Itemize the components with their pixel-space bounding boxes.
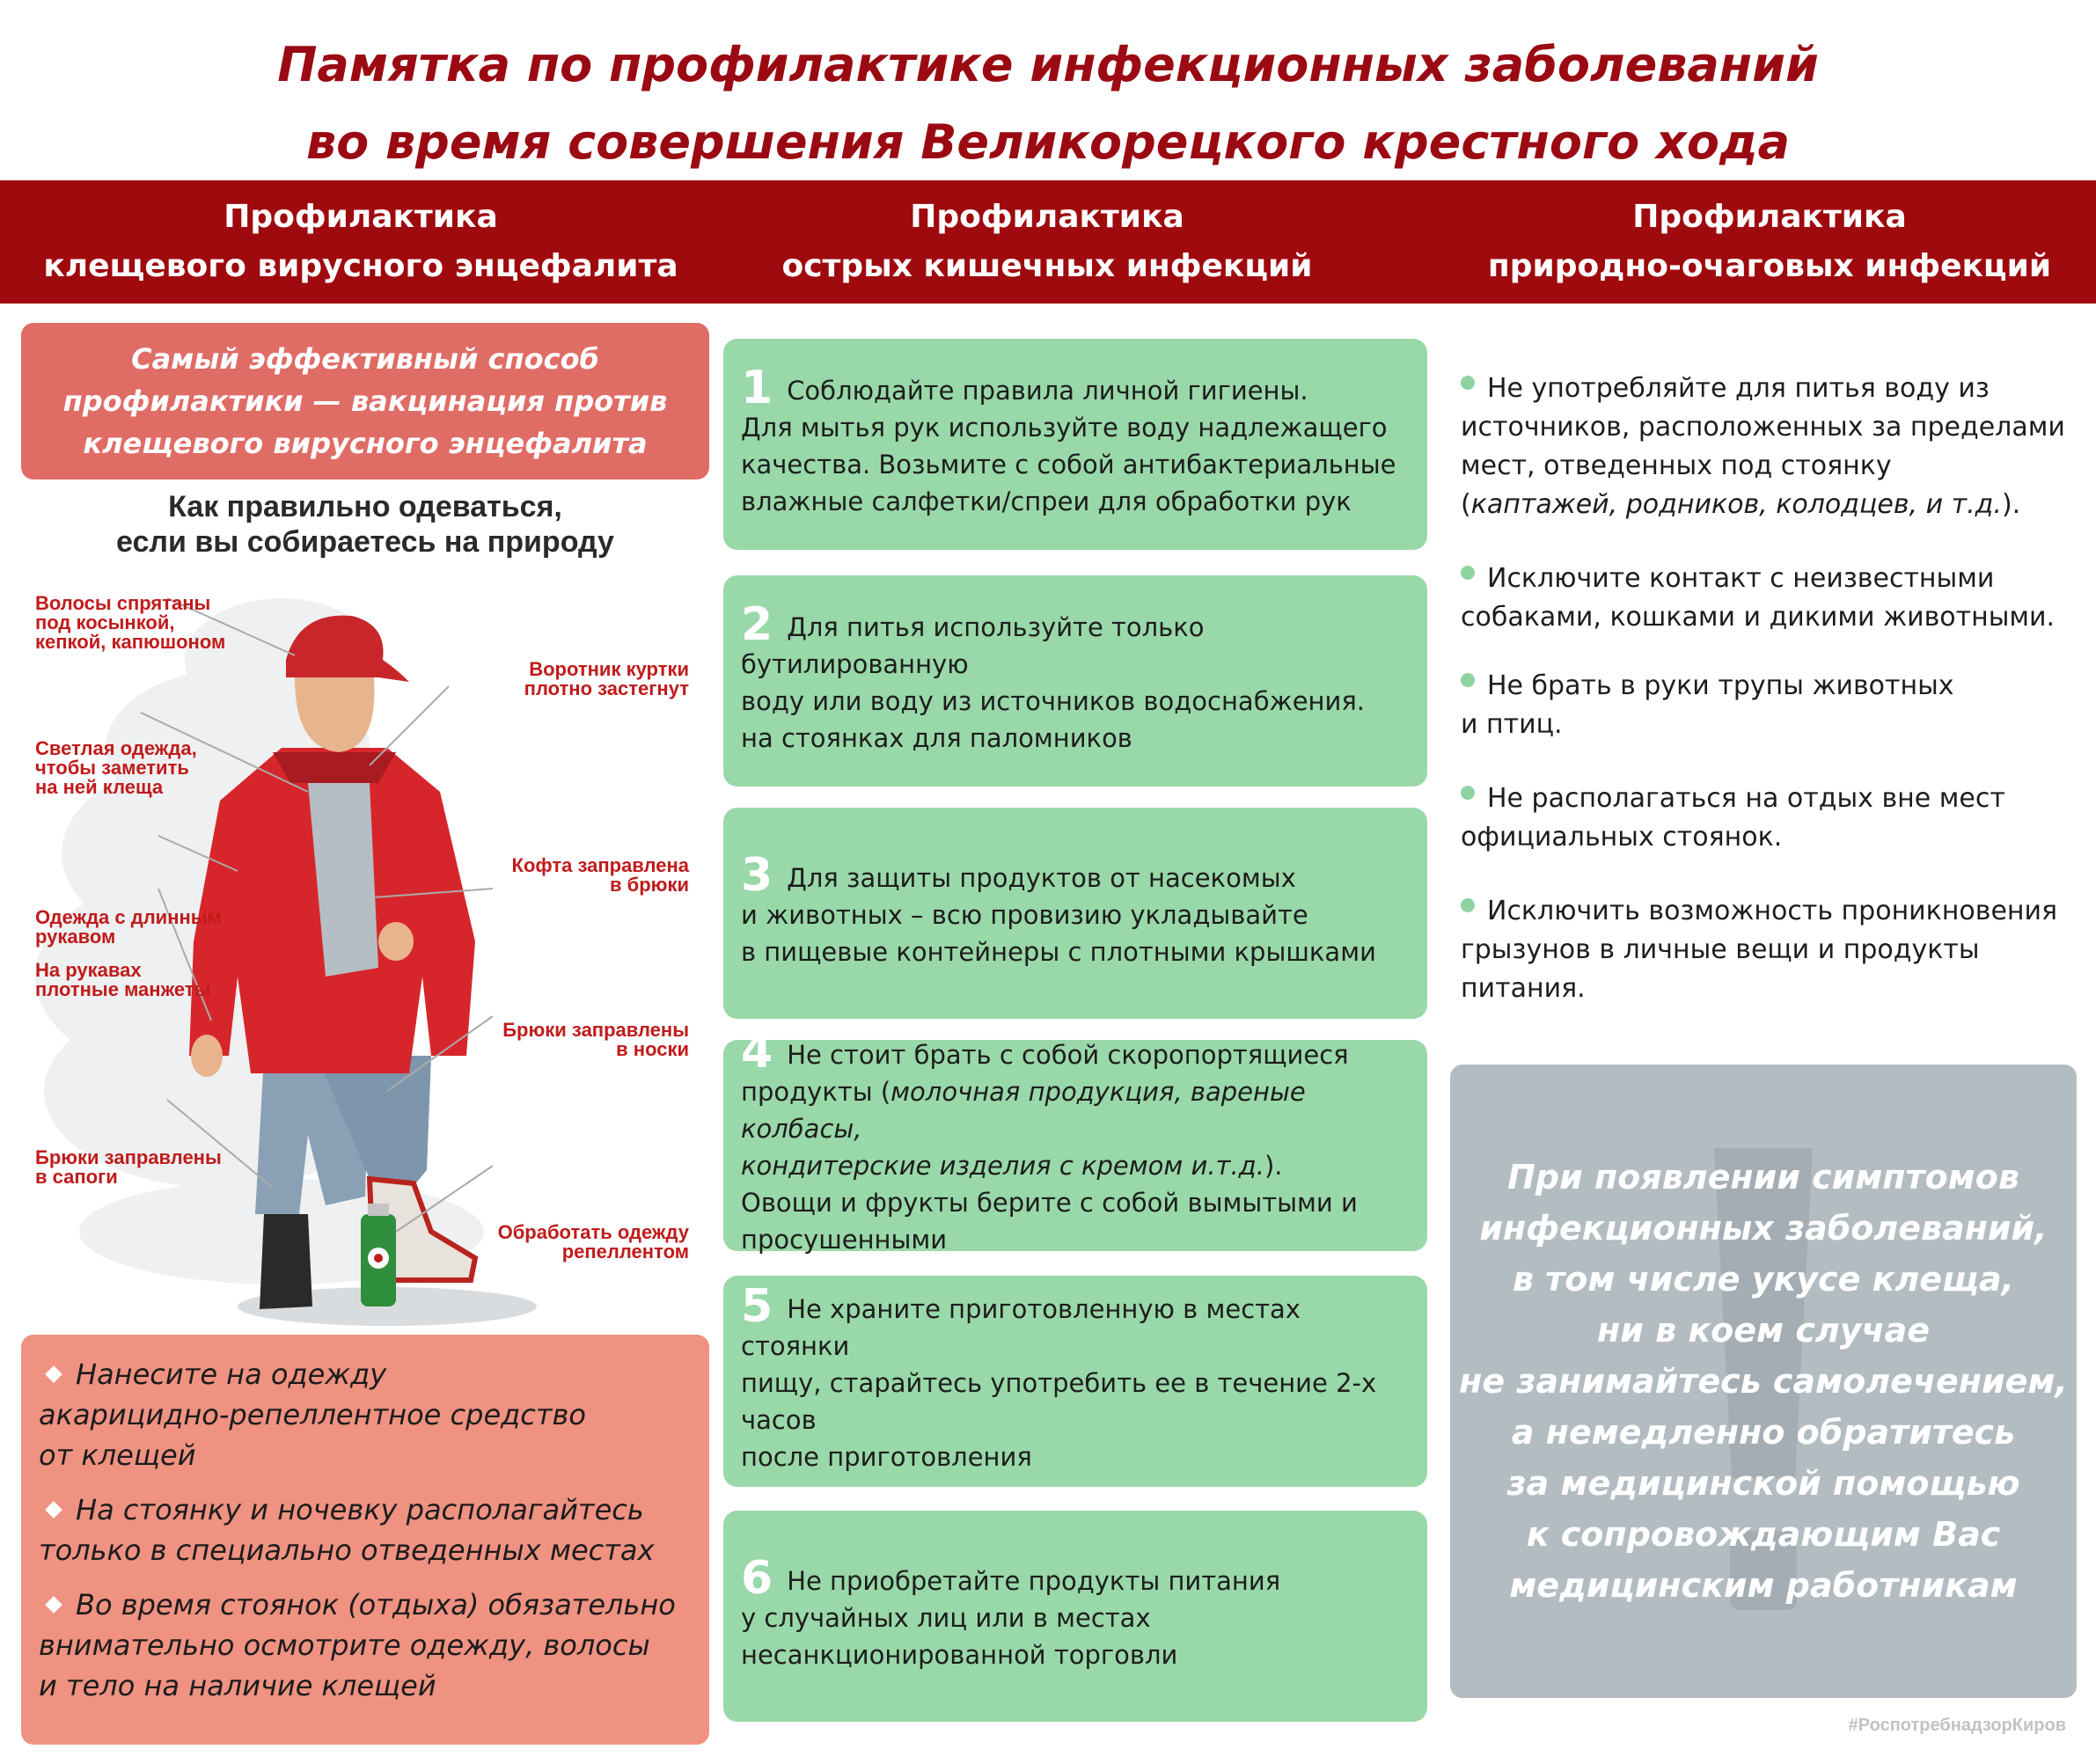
card-number: 5: [741, 1279, 773, 1333]
card-line: ).: [1264, 1150, 1283, 1181]
natural-focal-list: [1461, 370, 2077, 1008]
card-number: 3: [741, 848, 773, 902]
intestinal-card-6: [723, 1511, 1427, 1722]
natural-line: Не употребляйте для питья воду из: [1487, 373, 1990, 404]
label-line: Воротник куртки: [529, 658, 689, 680]
card-line: несанкционированной торговли: [741, 1639, 1178, 1670]
natural-line: ).: [2001, 489, 2021, 520]
label-collar: [475, 660, 689, 699]
card-line: Овощи и фрукты берите с собой вымытыми и: [741, 1187, 1358, 1218]
intestinal-card-4: [723, 1025, 1427, 1255]
column-header-line: природно-очаговых инфекций: [1487, 248, 2052, 284]
green-dot-icon: [1461, 786, 1475, 800]
card-line: продукты (: [741, 1076, 891, 1107]
card-line: у случайных лиц или в местах: [741, 1602, 1151, 1633]
card-line: влажные салфетки/спреи для обработки рук: [741, 486, 1352, 516]
label-line: На рукавах: [35, 959, 142, 981]
label-boots: [35, 1148, 222, 1187]
tip-item: [39, 1490, 692, 1570]
vaccination-line: Самый эффективный способ: [131, 342, 599, 376]
label-line: под косынкой,: [35, 611, 175, 633]
tip-line: На стоянку и ночевку располагайтесь: [76, 1493, 644, 1526]
tip-line: внимательно осмотрите одежду, волосы: [39, 1629, 650, 1662]
warning-line: к сопровождающим Вас: [1526, 1515, 2001, 1554]
column-header-line: Профилактика: [910, 199, 1184, 235]
warning-line: медицинским работникам: [1509, 1566, 2018, 1605]
natural-line: мест, отведенных под стоянку: [1461, 450, 1892, 481]
label-line: чтобы заметить: [35, 757, 189, 779]
label-line: репеллентом: [561, 1241, 689, 1263]
diamond-bullet-icon: [45, 1501, 62, 1519]
tip-line: от клещей: [39, 1438, 196, 1472]
natural-line: (: [1461, 489, 1471, 520]
label-line: Обработать одежду: [497, 1221, 689, 1243]
label-line: Светлая одежда,: [35, 737, 197, 759]
title-line-1: Памятка по профилактике инфекционных заболеваний: [277, 37, 1819, 92]
tip-line: только в специально отведенных местах: [39, 1533, 655, 1567]
column-header-intestinal: [713, 180, 1381, 304]
label-hair: [35, 594, 225, 652]
card-number: 2: [741, 597, 773, 651]
dress-title-line: Как правильно одеваться,: [168, 490, 562, 523]
intestinal-card-3: [723, 808, 1427, 1019]
card-number: 1: [741, 361, 773, 414]
label-sweater: [475, 856, 689, 895]
label-line: на ней клеща: [35, 776, 164, 798]
card-number: 6: [741, 1551, 773, 1605]
tip-item: [39, 1585, 692, 1706]
natural-line: Не брать в руки трупы животных: [1487, 670, 1954, 701]
label-line: Брюки заправлены: [502, 1019, 689, 1041]
card-line: воду или воду из источников водоснабжения.: [741, 685, 1366, 716]
tip-line: Нанесите на одежду: [76, 1358, 387, 1391]
natural-line: грызунов в личные вещи и продукты питания.: [1461, 934, 1980, 1004]
natural-item: [1461, 560, 2077, 637]
warning-line: ни в коем случае: [1597, 1311, 1930, 1350]
card-line: Соблюдайте правила личной гигиены.: [787, 375, 1308, 406]
green-dot-icon: [1461, 898, 1475, 912]
green-dot-icon: [1461, 566, 1475, 580]
warning-line: в том числе укусе клеща,: [1512, 1260, 2015, 1299]
warning-line: не занимайтесь самолечением,: [1459, 1362, 2068, 1401]
boot-icon: [260, 1214, 312, 1309]
warning-line: При появлении симптомов: [1507, 1158, 2019, 1197]
column-header-line: клещевого вирусного энцефалита: [43, 248, 678, 284]
label-cuffs: [35, 961, 210, 999]
dress-title-line: если вы собираетесь на природу: [116, 525, 614, 559]
card-line: Не стоит брать с собой скоропортящиеся: [787, 1039, 1349, 1070]
natural-line: и птиц.: [1461, 709, 1563, 740]
column-header-line: Профилактика: [224, 199, 498, 235]
card-number: 4: [741, 1025, 773, 1079]
column-header-line: острых кишечных инфекций: [781, 248, 1313, 284]
intestinal-card-1: [723, 339, 1427, 550]
label-line: плотно застегнут: [524, 677, 689, 699]
card-line: Не приобретайте продукты питания: [787, 1565, 1281, 1596]
column-header-line: Профилактика: [1632, 199, 1907, 235]
warning-box: [1450, 1065, 2077, 1698]
tip-line: акарицидно-репеллентное средство: [39, 1398, 586, 1431]
label-line: кепкой, капюшоном: [35, 631, 226, 653]
warning-line: инфекционных заболеваний,: [1479, 1209, 2048, 1248]
label-line: плотные манжеты: [35, 978, 211, 1000]
intestinal-card-2: [723, 575, 1427, 787]
label-line: Брюки заправлены: [35, 1146, 222, 1168]
card-line: Для мытья рук используйте воду надлежащего: [741, 412, 1388, 443]
label-line: Одежда с длинным: [35, 906, 222, 928]
label-socks: [475, 1021, 689, 1059]
hashtag: #РоспотребнадзорКиров: [1848, 1716, 2066, 1735]
card-line: Для питья используйте только бутилированную: [741, 611, 1205, 679]
card-line: и животных – всю провизию укладывайте: [741, 899, 1308, 930]
label-line: Волосы спрятаны: [35, 592, 211, 614]
tip-item: [39, 1354, 692, 1475]
label-line: рукавом: [35, 926, 116, 948]
natural-line: Не располагаться на отдых вне мест: [1487, 783, 2005, 814]
warning-line: за медицинской помощью: [1506, 1464, 2020, 1503]
natural-item: [1461, 370, 2077, 524]
label-line: в сапоги: [35, 1166, 118, 1188]
tip-line: Во время стоянок (отдыха) обязательно: [76, 1588, 676, 1621]
card-line: пищу, старайтесь употребить ее в течение 2-х часов: [741, 1367, 1377, 1435]
card-line-italic: молочная продукция, вареные колбасы,: [741, 1076, 1306, 1144]
natural-line: собаками, кошками и дикими животными.: [1461, 602, 2056, 633]
natural-line: официальных стоянок.: [1461, 822, 1783, 853]
diamond-bullet-icon: [45, 1596, 62, 1614]
natural-item: [1461, 780, 2077, 857]
warning-text: [1450, 1065, 2077, 1698]
page-title: [0, 26, 2096, 181]
dress-guide-title: [21, 489, 709, 560]
label-long-sleeves: [35, 908, 222, 947]
label-line: Кофта заправлена: [511, 854, 689, 876]
card-line: Не храните приготовленную в местах стоянки: [741, 1293, 1301, 1361]
column-header-band: [0, 180, 2096, 304]
tip-line: и тело на наличие клещей: [39, 1669, 436, 1702]
title-line-2: во время совершения Великорецкого крестного хода: [305, 114, 1791, 170]
warning-line: а немедленно обратитесь: [1511, 1413, 2016, 1452]
vaccination-line: клещевого вирусного энцефалита: [83, 427, 648, 460]
natural-line: Исключите контакт с неизвестными: [1487, 563, 1995, 594]
card-line: Для защиты продуктов от насекомых: [787, 862, 1296, 893]
label-light-clothes: [35, 739, 197, 797]
green-dot-icon: [1461, 376, 1475, 390]
column-header-tick: [0, 180, 722, 304]
natural-line: источников, расположенных за пределами: [1461, 412, 2065, 443]
natural-line-italic: каптажей, родников, колодцев, и т.д.: [1470, 489, 2002, 520]
natural-item: [1461, 667, 2077, 744]
card-line: на стоянках для паломников: [741, 722, 1132, 753]
vaccination-line: профилактики — вакцинация против: [62, 384, 668, 418]
natural-item: [1461, 892, 2077, 1008]
card-line: качества. Возьмите с собой антибактериальные: [741, 449, 1396, 479]
column-header-natural: [1443, 180, 2096, 304]
intestinal-card-5: [723, 1276, 1427, 1487]
natural-line: Исключить возможность проникновения: [1487, 896, 2058, 926]
label-line: в брюки: [610, 874, 689, 896]
green-dot-icon: [1461, 673, 1475, 687]
label-line: в носки: [616, 1038, 689, 1060]
label-repellent: [475, 1223, 689, 1262]
tick-tips-box: [21, 1335, 709, 1745]
vaccination-callout: [21, 323, 709, 479]
diamond-bullet-icon: [45, 1365, 62, 1383]
card-line: после приготовления: [741, 1441, 1032, 1472]
card-line: в пищевые контейнеры с плотными крышками: [741, 936, 1376, 967]
card-line-italic: кондитерские изделия с кремом и.т.д.: [741, 1150, 1264, 1181]
card-line: просушенными: [741, 1224, 948, 1255]
